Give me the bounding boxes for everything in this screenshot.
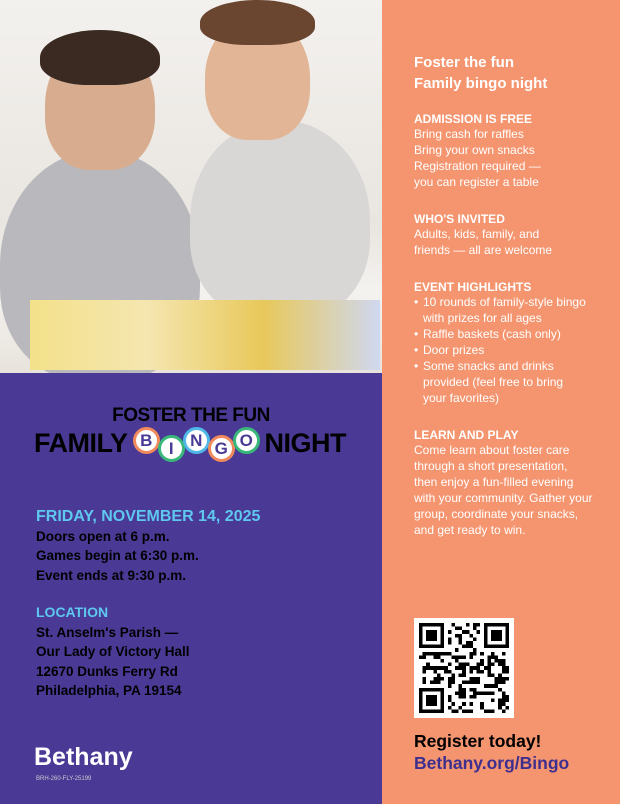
qr-code[interactable]	[414, 618, 514, 718]
highlight-item: • Raffle baskets (cash only)	[414, 326, 599, 342]
time-end: Event ends at 9:30 p.m.	[36, 567, 187, 583]
panel-title: Foster the fun Family bingo night	[414, 54, 548, 92]
girl-figure	[190, 120, 370, 320]
boy-hair	[40, 30, 160, 85]
location-section	[36, 603, 190, 701]
location-heading: LOCATION	[36, 604, 109, 620]
bethany-logo: Bethany	[34, 743, 133, 771]
bingo-ball-g: G	[208, 435, 235, 462]
location-line: St. Anselm's Parish —	[36, 624, 179, 640]
admission-line: Bring cash for raffles	[414, 127, 524, 141]
highlight-item: • 10 rounds of family-style bingo with prizes for all ages	[414, 294, 599, 326]
subtitle: FOSTER THE FUN	[112, 405, 270, 426]
admission-line: you can register a table	[414, 175, 539, 189]
admission-section	[414, 112, 620, 190]
event-title	[34, 428, 346, 459]
admission-line: Registration required —	[414, 159, 541, 173]
highlights-heading: EVENT HIGHLIGHTS	[414, 280, 532, 294]
admission-line: Bring your own snacks	[414, 143, 535, 157]
learn-section	[414, 428, 594, 538]
event-date: FRIDAY, NOVEMBER 14, 2025	[36, 508, 261, 525]
location-line: Our Lady of Victory Hall	[36, 644, 190, 659]
highlight-item: • Door prizes	[414, 342, 599, 358]
location-line: 12670 Dunks Ferry Rd	[36, 663, 178, 679]
time-games: Games begin at 6:30 p.m.	[36, 548, 199, 563]
location-line: Philadelphia, PA 19154	[36, 683, 182, 698]
bingo-ball-n: N	[183, 427, 210, 454]
event-date-times	[36, 507, 260, 585]
title-night: NIGHT	[264, 428, 347, 458]
highlights-section	[414, 280, 599, 406]
bingo-ball-o: O	[233, 427, 260, 454]
invited-heading: WHO'S INVITED	[414, 212, 505, 226]
bingo-balls	[134, 430, 259, 457]
admission-heading: ADMISSION IS FREE	[414, 112, 533, 126]
hero-photo-kids-playing-bingo	[0, 0, 382, 373]
highlight-item: • Some snacks and drinks provided (feel free to bring your favorites)	[414, 358, 574, 406]
girl-hair	[200, 0, 315, 45]
learn-heading: LEARN AND PLAY	[414, 428, 519, 442]
title-family: FAMILY	[34, 428, 128, 458]
bingo-cards	[30, 300, 380, 370]
learn-text: Come learn about foster care through a short presentation, then enjoy a fun-filled evening with your community. Gather your group, coordinate your snacks, and get ready to win.	[414, 443, 593, 537]
register-cta	[414, 730, 569, 774]
invited-line: Adults, kids, family, and	[414, 227, 540, 241]
time-doors: Doors open at 6 p.m.	[36, 528, 170, 544]
invited-section	[414, 212, 620, 258]
bingo-ball-i: I	[158, 435, 185, 462]
register-url[interactable]: Bethany.org/Bingo	[414, 753, 570, 773]
document-code: BRH-260-FLY-25199	[36, 776, 92, 782]
bingo-ball-b: B	[133, 427, 160, 454]
invited-line: friends — all are welcome	[414, 243, 553, 257]
register-text: Register today!	[414, 731, 542, 751]
